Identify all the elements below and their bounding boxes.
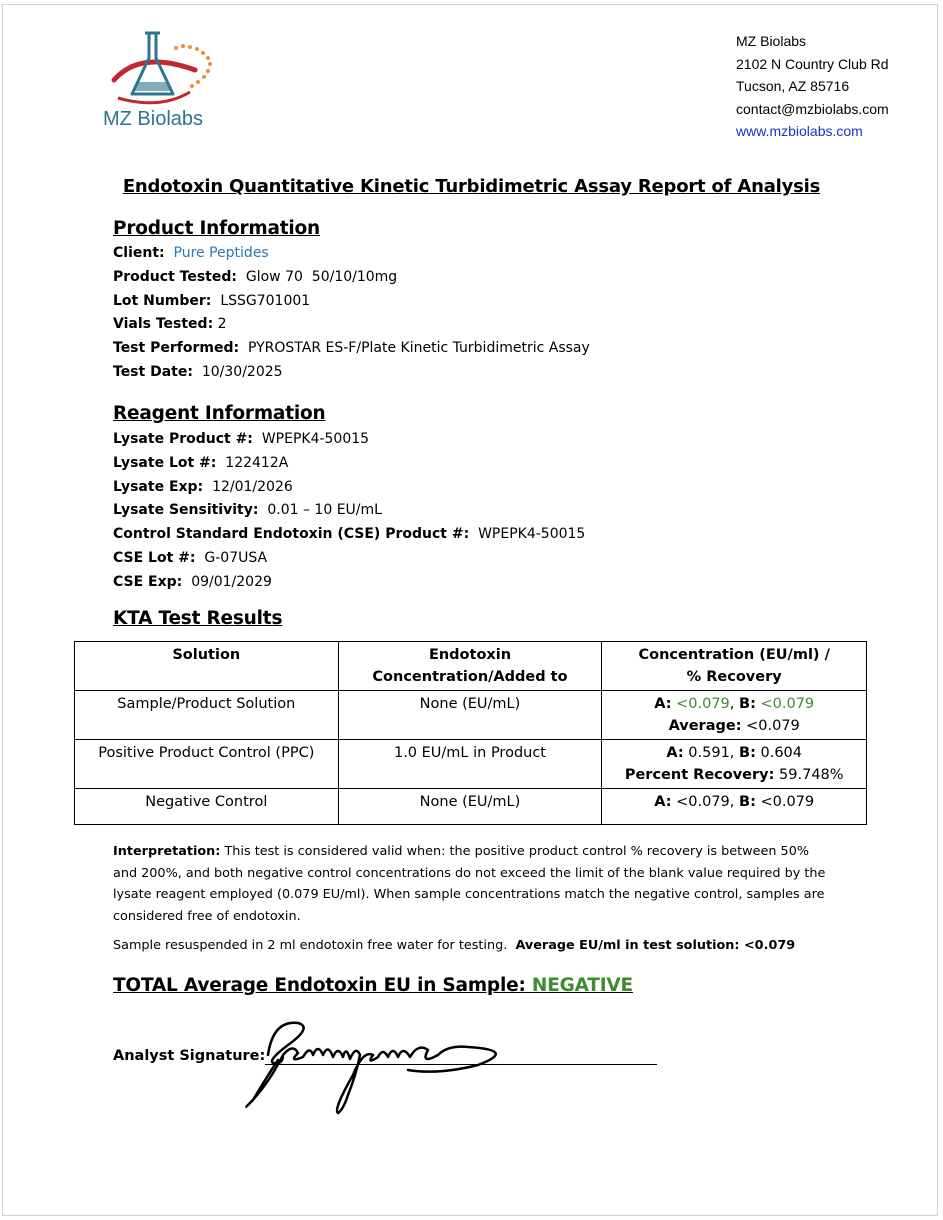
product-info-heading: Product Information — [113, 218, 321, 239]
header-conc-line2: % Recovery — [686, 669, 782, 685]
test-date-label: Test Date: — [113, 363, 193, 380]
row-solution: Positive Product Control (PPC) — [75, 740, 339, 789]
b-value: <0.079 — [760, 696, 815, 712]
average-label: Average: — [668, 718, 742, 734]
company-name: MZ Biolabs — [736, 33, 807, 49]
test-performed-row — [113, 337, 590, 361]
a-value: <0.079 — [676, 696, 730, 712]
total-value: NEGATIVE — [531, 975, 633, 996]
cse-product-row — [113, 523, 585, 547]
test-date-value: 10/30/2025 — [201, 363, 283, 380]
reagent-info-heading: Reagent Information — [113, 403, 326, 424]
test-performed-label: Test Performed: — [113, 340, 240, 357]
logo-text: MZ Biolabs — [103, 108, 204, 130]
cse-exp-row — [113, 571, 585, 595]
interpretation-label: Interpretation: — [113, 844, 221, 859]
b-value: <0.079 — [760, 794, 815, 810]
lysate-sensitivity-row — [113, 499, 585, 523]
a-label: A: — [666, 745, 684, 761]
row-concentration: A: 0.591, B: 0.604 Percent Recovery: 59.748% — [602, 740, 867, 789]
cse-product-label: Control Standard Endotoxin (CSE) Product #: — [113, 526, 470, 543]
handwritten-signature — [238, 1015, 538, 1115]
total-result — [113, 975, 633, 996]
lysate-lot-value: 122412A — [225, 454, 289, 471]
vials-tested-label: Vials Tested: — [113, 316, 214, 333]
interpretation-text: This test is considered valid when: the positive product control % recovery is between 50% and 200%, and both negative control concentrations do not exceed the limit of the blank value required by the lysate reagent employed (0.079 EU/ml). When sample concentrations match the negative control, samples are considered free of endotoxin. — [113, 844, 826, 924]
row-concentration: A: <0.079, B: <0.079 — [602, 789, 867, 825]
product-tested-label: Product Tested: — [113, 268, 237, 285]
table-row — [75, 740, 867, 789]
total-label: TOTAL Average Endotoxin EU in Sample: — [113, 975, 526, 996]
vials-tested-value: 2 — [217, 316, 227, 333]
lot-number-row — [113, 290, 590, 314]
a-value: <0.079 — [676, 794, 730, 810]
header-endotoxin-line1: Endotoxin — [428, 647, 512, 663]
recovery-value: 59.748% — [779, 767, 844, 783]
header-conc-line1: Concentration (EU/ml) / — [638, 647, 830, 663]
company-city: Tucson, AZ 85716 — [736, 78, 850, 94]
report-title-wrap — [0, 176, 943, 197]
client-label: Client: — [113, 245, 165, 261]
company-street: 2102 N Country Club Rd — [736, 55, 889, 72]
header-endotoxin — [338, 642, 602, 691]
table-row — [75, 691, 867, 740]
resuspension-text: Sample resuspended in 2 ml endotoxin free water for testing. — [113, 938, 508, 953]
signature-label: Analyst Signature: — [113, 1048, 266, 1064]
lysate-product-value: WPEPK4-50015 — [261, 431, 370, 447]
interpretation — [113, 841, 833, 927]
lysate-product-label: Lysate Product #: — [113, 431, 253, 447]
average-value: <0.079 — [746, 718, 800, 734]
lysate-sensitivity-value: 0.01 – 10 EU/mL — [267, 502, 382, 519]
b-label: B: — [739, 745, 756, 761]
a-label: A: — [654, 696, 672, 712]
test-date-row — [113, 361, 590, 385]
results-table — [74, 641, 867, 825]
row-solution: Sample/Product Solution — [75, 691, 339, 740]
cse-exp-label: CSE Exp: — [113, 573, 183, 590]
header-solution-text: Solution — [172, 647, 241, 663]
recovery-label: Percent Recovery: — [624, 767, 775, 783]
row-solution: Negative Control — [75, 789, 339, 825]
lysate-lot-row — [113, 452, 585, 476]
cse-lot-row — [113, 547, 585, 571]
b-label: B: — [739, 794, 756, 810]
lot-number-label: Lot Number: — [113, 292, 212, 309]
lysate-exp-row — [113, 476, 585, 500]
product-tested-value: Glow 70 50/10/10mg — [245, 268, 398, 285]
company-address — [736, 30, 889, 143]
lysate-sensitivity-label: Lysate Sensitivity: — [113, 502, 259, 519]
client-value: Pure Peptides — [173, 245, 269, 261]
a-value: 0.591 — [688, 745, 730, 761]
a-label: A: — [654, 794, 672, 810]
product-info — [113, 242, 590, 385]
cse-lot-label: CSE Lot #: — [113, 549, 196, 566]
client-row — [113, 242, 590, 266]
b-label: B: — [739, 696, 756, 712]
lysate-exp-label: Lysate Exp: — [113, 478, 204, 495]
lysate-exp-value: 12/01/2026 — [212, 478, 293, 495]
header-solution — [75, 642, 339, 691]
cse-exp-value: 09/01/2029 — [191, 573, 272, 590]
table-row — [75, 789, 867, 825]
header-endotoxin-line2: Concentration/Added to — [372, 669, 568, 685]
lot-number-value: LSSG701001 — [220, 292, 311, 309]
product-tested-row — [113, 266, 590, 290]
cse-product-value: WPEPK4-50015 — [478, 526, 586, 543]
company-website-link[interactable]: www.mzbiolabs.com — [736, 123, 863, 139]
resuspension-note — [113, 938, 795, 953]
lysate-product-row — [113, 428, 585, 452]
table-header-row — [75, 642, 867, 691]
b-value: 0.604 — [760, 745, 802, 761]
row-added: None (EU/mL) — [338, 691, 602, 740]
row-added: 1.0 EU/mL in Product — [338, 740, 602, 789]
reagent-info — [113, 428, 585, 595]
test-performed-value: PYROSTAR ES-F/Plate Kinetic Turbidimetric Assay — [247, 340, 590, 357]
row-added: None (EU/mL) — [338, 789, 602, 825]
vials-tested-row — [113, 313, 590, 337]
report-title: Endotoxin Quantitative Kinetic Turbidimetric Assay Report of Analysis — [122, 176, 821, 197]
row-concentration: A: <0.079, B: <0.079 Average: <0.079 — [602, 691, 867, 740]
cse-lot-value: G-07USA — [204, 549, 268, 566]
lysate-lot-label: Lysate Lot #: — [113, 454, 217, 471]
company-email[interactable]: contact@mzbiolabs.com — [736, 100, 889, 117]
header-concentration — [602, 642, 867, 691]
results-heading: KTA Test Results — [113, 608, 283, 629]
resuspension-average: Average EU/ml in test solution: <0.079 — [515, 938, 796, 953]
